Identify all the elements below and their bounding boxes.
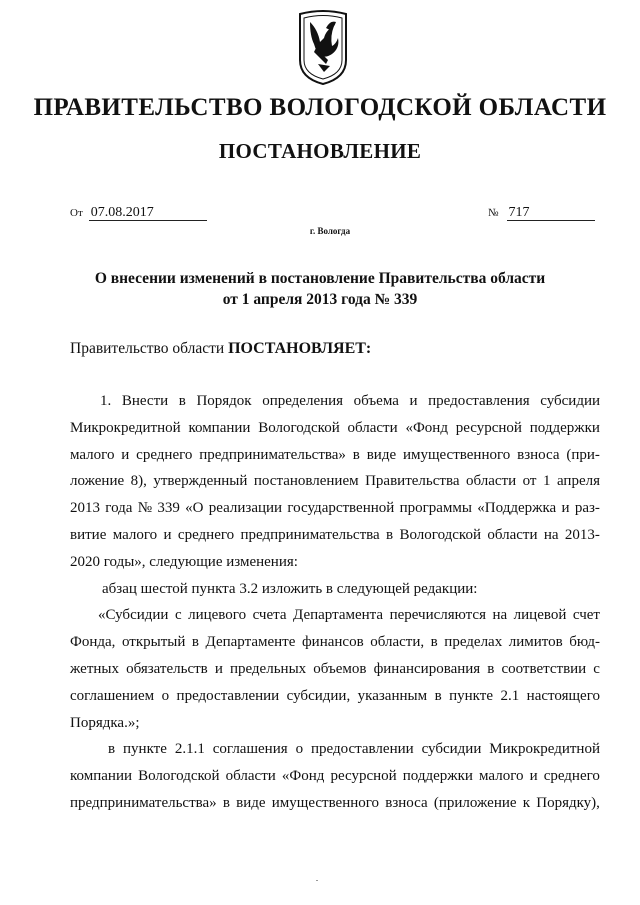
body-line: Фонда, открытый в Департаменте финансов области, в пределах лимитов бюд- (70, 634, 600, 651)
city: г. Вологда (309, 226, 351, 236)
organization-title: ПРАВИТЕЛЬСТВО ВОЛОГОДСКОЙ ОБЛАСТИ (33, 94, 607, 121)
document-type: ПОСТАНОВЛЕНИЕ (218, 139, 422, 163)
preamble (70, 340, 371, 358)
subject-line: от 1 апреля 2013 года № 339 (222, 291, 418, 308)
body-line: витие малого и среднего предпринимательства в Вологодской области на 2013- (70, 526, 600, 543)
body-line: Микрокредитной компании Вологодской области «Фонд ресурсной поддержки (70, 419, 600, 436)
document-number (488, 205, 595, 221)
coat-of-arms-icon (296, 8, 350, 86)
document-body (70, 388, 600, 817)
preamble-text: Правительство области (70, 340, 229, 357)
body-line: малого и среднего предпринимательства» в виде имущественного взноса (при- (70, 446, 600, 463)
number-prefix: № (488, 207, 499, 219)
date-prefix: От (70, 207, 83, 219)
body-line: абзац шестой пункта 3.2 изложить в следующей редакции: (102, 580, 478, 597)
body-line: Порядка.»; (70, 714, 140, 731)
body-line: предпринимательства» в виде имущественного взноса (приложение к Порядку), (70, 794, 600, 811)
preamble-action: ПОСТАНОВЛЯЕТ: (228, 340, 372, 357)
body-line: ложение 8), утвержденный постановлением Правительства области от 1 апреля (70, 473, 600, 490)
body-line: в пункте 2.1.1 соглашения о предоставлении субсидии Микрокредитной (108, 741, 600, 758)
document-subject (0, 268, 640, 310)
body-line: «Субсидии с лицевого счета Департамента перечисляются на лицевой счет (98, 607, 600, 624)
subject-line: О внесении изменений в постановление Правительства области (94, 270, 546, 287)
body-line: 2013 года № 339 «О реализации государственной программы «Поддержка и раз- (70, 500, 600, 517)
document-date (70, 205, 207, 221)
date-value: 07.08.2017 (89, 206, 207, 221)
body-line: жетных обязательств и предельных объемов финансирования в соответствии с (70, 660, 600, 677)
body-line: 1. Внести в Порядок определения объема и предоставления субсидии (100, 393, 600, 409)
body-line: соглашением о предоставлении субсидии, указанным в пункте 2.1 настоящего (70, 687, 600, 704)
body-line: компании Вологодской области «Фонд ресурсной поддержки малого и среднего (70, 768, 600, 785)
number-value: 717 (507, 206, 595, 221)
scan-speck (316, 880, 318, 881)
body-line: 2020 годы», следующие изменения: (70, 553, 298, 570)
